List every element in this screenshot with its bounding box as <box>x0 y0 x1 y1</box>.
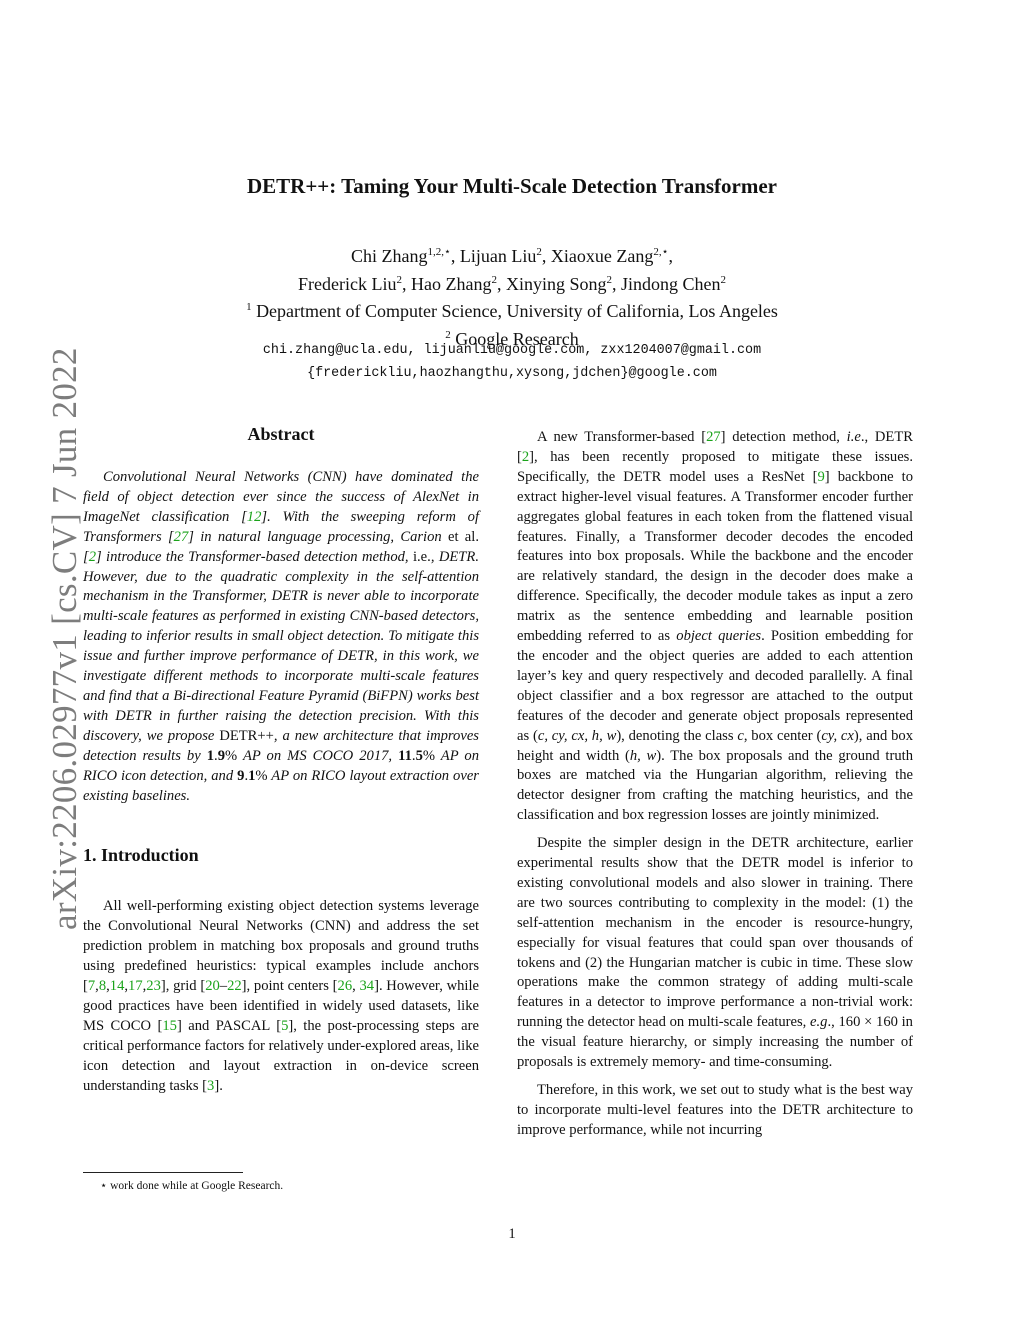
intro-paragraph-4: Therefore, in this work, we set out to study what is the best way to incorporate multi-level features into the DETR architecture to improve performance, while not incurring <box>517 1082 913 1138</box>
footnote: ⋆ work done while at Google Research. <box>100 1180 284 1192</box>
emails-line-1: chi.zhang@ucla.edu, lijuanliu@google.com, zxx1204007@gmail.com <box>262 343 762 358</box>
arxiv-stamp: arXiv:2206.02977v1 [cs.CV] 7 Jun 2022 <box>45 347 84 930</box>
intro-paragraph-3: Despite the simpler design in the DETR architecture, earlier experimental results show that the DETR model is inferior to existing convolutional models and also slower in training. There are two sources contributing to complexity in the model: (1) the self-attention mechanism in the encoder is resource-hungry, especially for visual features that could span over thousands of tokens and (2) the Hungarian matcher is cubic in time. These slow operations make the common strategy of adding multi-scale features in a detector to improve performance a non-trivial work: running the detector head on multi-scale features, e.g., 160 × 160 in the visual feature hierarchy, or simply increasing the number of proposals is extremely memory- and time-consuming. <box>517 835 913 1071</box>
authors-line-1: Chi Zhang$^{1,2,⋆}$, Lijuan Liu$^2$, Xiaoxue Zang$^{2,⋆}$, <box>351 246 673 266</box>
email-block <box>0 339 1024 385</box>
abstract-text: Convolutional Neural Networks (CNN) have dominated the field of object detection ever since the success of AlexNet in ImageNet classification [12]. With the sweeping reform of Transformers [27] in natural language processing, Carion et al. [2] introduce the Transformer-based detection method, i.e., DETR. However, due to the quadratic complexity in the self-attention mechanism in the Transformer, DETR is never able to incorporate multi-scale features as performed in existing CNN-based detectors, leading to inferior results in small object detection. To mitigate this issue and further improve performance of DETR, in this work, we investigate different methods to incorporate multi-scale features and find that a Bi-directional Feature Pyramid (BiFPN) works best with DETR in further raising the detection precision. With this discovery, we propose DETR++, a new architecture that improves detection results by 1.9% AP on MS COCO 2017, 11.5% AP on RICO icon detection, and 9.1% AP on RICO layout extraction over existing baselines. <box>83 469 479 804</box>
intro-paragraph-1: All well-performing existing object detection systems leverage the Convolutional Neural Networks (CNN) and address the set prediction problem in matching box proposals and ground truths using predefined heuristics: typical examples include anchors [7,8,14,17,23], grid [20–22], point centers [26, 34]. However, while good practices have been identified in widely used datasets, like MS COCO [15] and PASCAL [5], the post-processing steps are critical performance factors for relatively under-explored areas, like icon detection and layout extraction in on-device screen understanding tasks [3]. <box>83 898 479 1094</box>
footnote-rule <box>83 1172 243 1173</box>
author-block <box>0 241 1024 351</box>
affiliation-2: $^2$ Google Research <box>445 328 579 349</box>
page-number: 1 <box>508 1226 516 1242</box>
emails-line-2: {frederickliu,haozhangthu,xysong,jdchen}@google.com <box>307 366 717 381</box>
left-column <box>83 424 479 1104</box>
affiliation-1: $^1$ Department of Computer Science, University of California, Los Angeles <box>246 301 778 321</box>
authors-line-2: Frederick Liu$^2$, Hao Zhang$^2$, Xinying Song$^2$, Jindong Chen$^2$ <box>298 273 726 294</box>
intro-heading: 1. Introduction <box>83 845 199 866</box>
right-column <box>517 428 913 1149</box>
paper-title: DETR++: Taming Your Multi-Scale Detection Transformer <box>246 174 778 198</box>
abstract-heading: Abstract <box>247 424 315 444</box>
intro-paragraph-2: A new Transformer-based [27] detection method, i.e., DETR [2], has been recently proposed to mitigate these issues. Specifically, the DETR model uses a ResNet [9] backbone to extract higher-level visual features. A Transformer encoder further aggregates global features in each token from the flattened visual features. Finally, a Transformer decoder decodes the encoded features into box proposals. While the backbone and the encoder are relatively standard, the design in the decoder does make a difference. Specifically, the decoder module takes as input a zero matrix as the sentence embedding and learnable position embedding referred to as object queries. Position embedding for the encoder and the object queries are added to each attention layer’s key and query respectively and decoded parallelly. A final object classifier and a box regressor are attached to the output features of the decoder and generate object proposals represented as (c, cy, cx, h, w), denoting the class c, box center (cy, cx), and box height and width (h, w). The box proposals and the ground truth boxes are matched via the Hungarian algorithm, relieving the detector designer from crafting the matching heuristics, and the classification and box regression losses are jointly minimized. <box>517 429 913 824</box>
